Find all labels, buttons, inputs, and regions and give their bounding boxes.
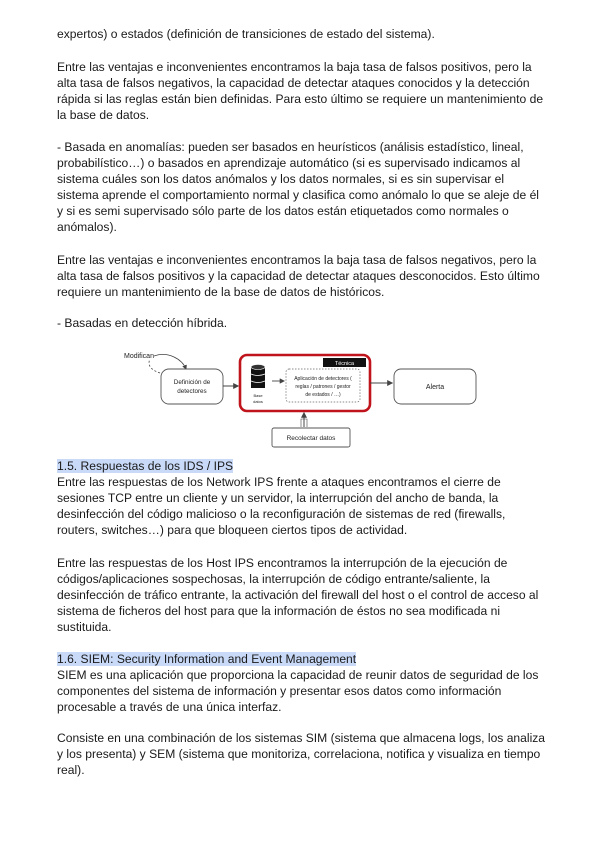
section-1-5-heading xyxy=(57,458,547,474)
definicion-box xyxy=(161,369,223,404)
paragraph-anomalias-ventajas: Entre las ventajas e inconvenientes encontramos la baja tasa de falsos negativos, pero la alta tasa de falsos positivos y la capacidad de detectar ataques desconocidos. Esto último requiere un mantenimiento de la base de datos de históricos. xyxy=(57,253,540,299)
aplicacion-label-2: reglas / patrones / gestor xyxy=(295,384,351,390)
database-label-1: Base xyxy=(253,393,263,398)
paragraph-network-ips: Entre las respuestas de los Network IPS frente a ataques encontramos el cierre de sesiones TCP entre un cliente y un servidor, la interrupción del ancho de banda, la desinfección del código malicioso o la reconfiguración de sistemas de red (firewalls, routers, switches…) para que bloqueen ciertos tipos de actividad. xyxy=(57,475,506,537)
tecnica-label: Técnica xyxy=(334,361,355,367)
paragraph-anomalias: - Basada en anomalías: pueden ser basados en heurísticos (análisis estadístico, lineal, probabilístico…) o basados en aprendizaje automático (si es supervisado indicamos al sistema cuáles son los datos anómalos y los datos normales, si es sin supervisar el sistema aprende el comportamiento normal y clasifica como anómalo lo que se aleje de él y si es semi supervisado sólo parte de los datos están etiquetados como normales o anómalos). xyxy=(57,140,539,234)
paragraph-host-ips: Entre las respuestas de los Host IPS encontramos la interrupción de la ejecución de códigos/aplicaciones sospechosas, la interrupción de código entrante/saliente, la desinfección de tráfico entrante, la activación del firewall del host o el control de acceso al sistema de ficheros del host para que la información de éstos no sea modificada ni sustituida. xyxy=(57,556,539,634)
paragraph-siem: SIEM es una aplicación que proporciona la capacidad de reunir datos de seguridad de los componentes del sistema de información y presentar esos datos como información procesable a través de una única interfaz. xyxy=(57,668,539,714)
modifican-arrow xyxy=(154,354,186,369)
aplicacion-label-3: de estados / …) xyxy=(305,392,341,398)
definicion-label-2: detectores xyxy=(177,388,207,395)
recolectar-label: Recolectar datos xyxy=(286,435,336,442)
alerta-label: Alerta xyxy=(425,384,445,391)
section-1-6-title: 1.6. SIEM: Security Information and Event Management xyxy=(57,652,357,666)
modifican-label: Modifican xyxy=(124,353,154,360)
detection-diagram xyxy=(120,349,480,449)
section-1-5-title: 1.5. Respuestas de los IDS / IPS xyxy=(57,459,234,473)
aplicacion-label-1: Aplicación de detectores ( xyxy=(294,376,352,382)
paragraph-sim-sem: Consiste en una combinación de los sistemas SIM (sistema que almacena logs, los analiza y los presenta) y SEM (sistema que monitoriza, correlaciona, notifica y visualiza en tiempo real). xyxy=(57,731,546,777)
modifican-loop xyxy=(149,359,160,373)
paragraph-hibrida: - Basadas en detección híbrida. xyxy=(57,316,228,330)
paragraph-firmas-ventajas: Entre las ventajas e inconvenientes encontramos la baja tasa de falsos positivos, pero la alta tasa de falsos negativos, la capacidad de detectar ataques conocidos y la detección rápida si las reglas están bien definidas. Para esto último se requiere un mantenimiento de la base de datos. xyxy=(57,60,544,122)
section-1-6-heading xyxy=(57,651,547,667)
database-label-2: datos xyxy=(253,399,263,404)
database-icon xyxy=(251,365,265,389)
definicion-label-1: Definición de xyxy=(173,379,211,386)
paragraph-estados: expertos) o estados (definición de transiciones de estado del sistema). xyxy=(57,27,435,41)
